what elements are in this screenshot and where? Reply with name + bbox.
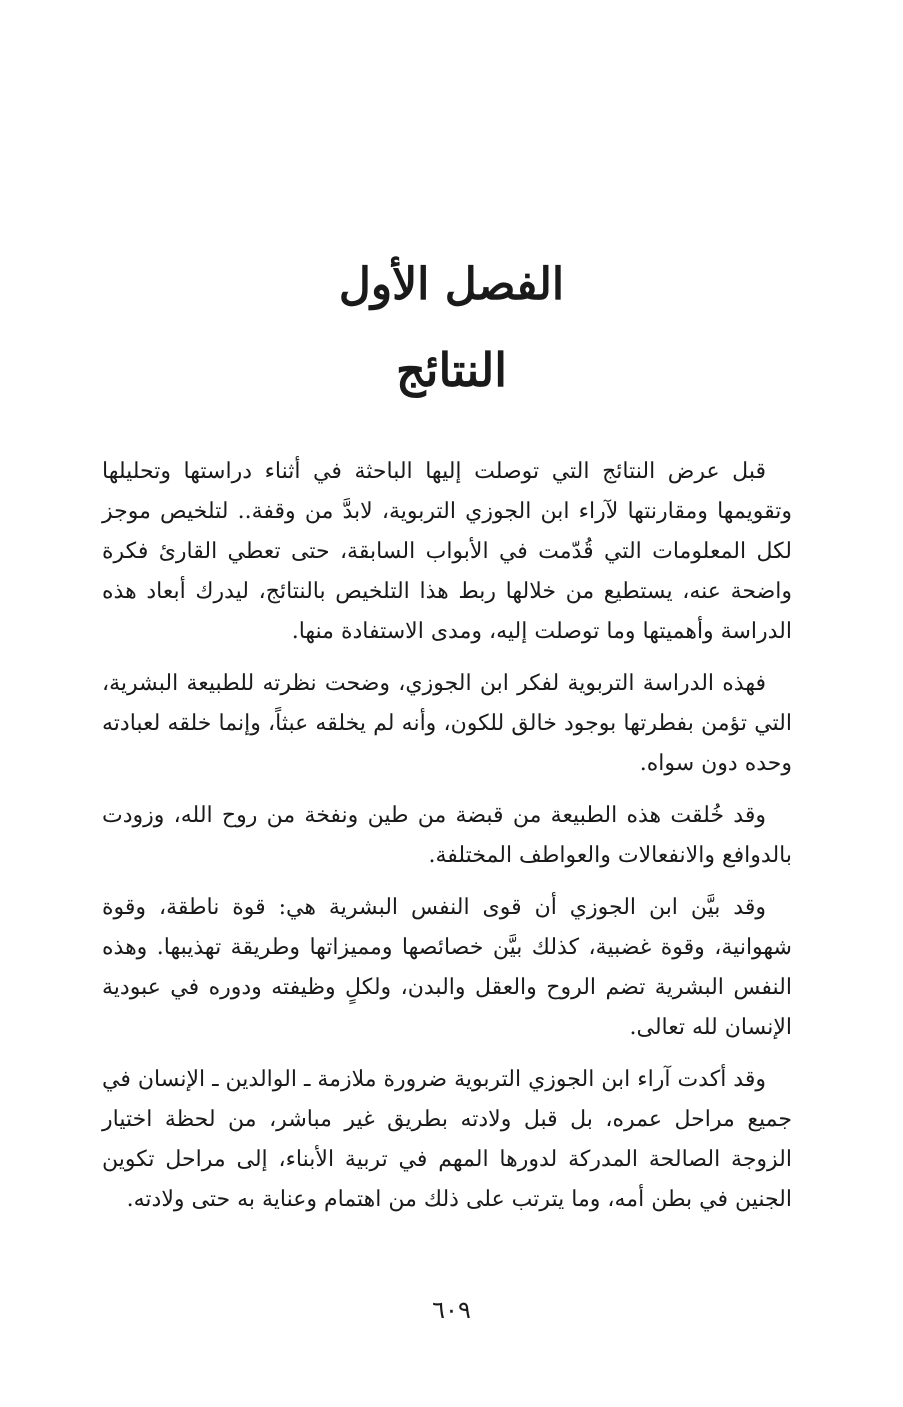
body-text [102, 452, 792, 1232]
paragraph: وقد أكدت آراء ابن الجوزي التربوية ضرورة ملازمة ـ الوالدين ـ الإنسان في جميع مراحل عمره، بل قبل ولادته بطريق غير مباشر، من لحظة اختيار الزوجة الصالحة المدركة لدورها المهم في تربية الأبناء، إلى مراحل تكوين الجنين في بطن أمه، وما يترتب على ذلك من اهتمام وعناية به حتى ولادته. [102, 1067, 792, 1212]
paragraph: وقد خُلقت هذه الطبيعة من قبضة من طين ونفخة من روح الله، وزودت بالدوافع والانفعالات والعواطف المختلفة. [102, 803, 792, 868]
chapter-title: الفصل الأول [338, 259, 565, 310]
paragraph: قبل عرض النتائج التي توصلت إليها الباحثة في أثناء دراستها وتحليلها وتقويمها ومقارنتها لآراء ابن الجوزي التربوية، لابدَّ من وقفة.. لتلخيص موجز لكل المعلومات التي قُدّمت في الأبواب السابقة، حتى تعطي القارئ فكرة واضحة عنه، يستطيع من خلالها ربط هذا التلخيص بالنتائج، ليدرك أبعاد هذه الدراسة وأهميتها وما توصلت إليه، ومدى الاستفادة منها. [102, 459, 792, 644]
section-title: النتائج [395, 343, 508, 397]
paragraph: وقد بيَّن ابن الجوزي أن قوى النفس البشرية هي: قوة ناطقة، وقوة شهوانية، وقوة غضبية، كذلك بيَّن خصائصها ومميزاتها وطريقة تهذيبها. وهذه النفس البشرية تضم الروح والعقل والبدن، ولكلٍ وظيفته ودوره في عبودية الإنسان لله تعالى. [102, 895, 792, 1040]
paragraph: فهذه الدراسة التربوية لفكر ابن الجوزي، وضحت نظرته للطبيعة البشرية، التي تؤمن بفطرتها بوجود خالق للكون، وأنه لم يخلقه عبثاً، وإنما خلقه لعبادته وحده دون سواه. [102, 671, 792, 776]
page-number: ٦٠٩ [432, 1296, 471, 1324]
